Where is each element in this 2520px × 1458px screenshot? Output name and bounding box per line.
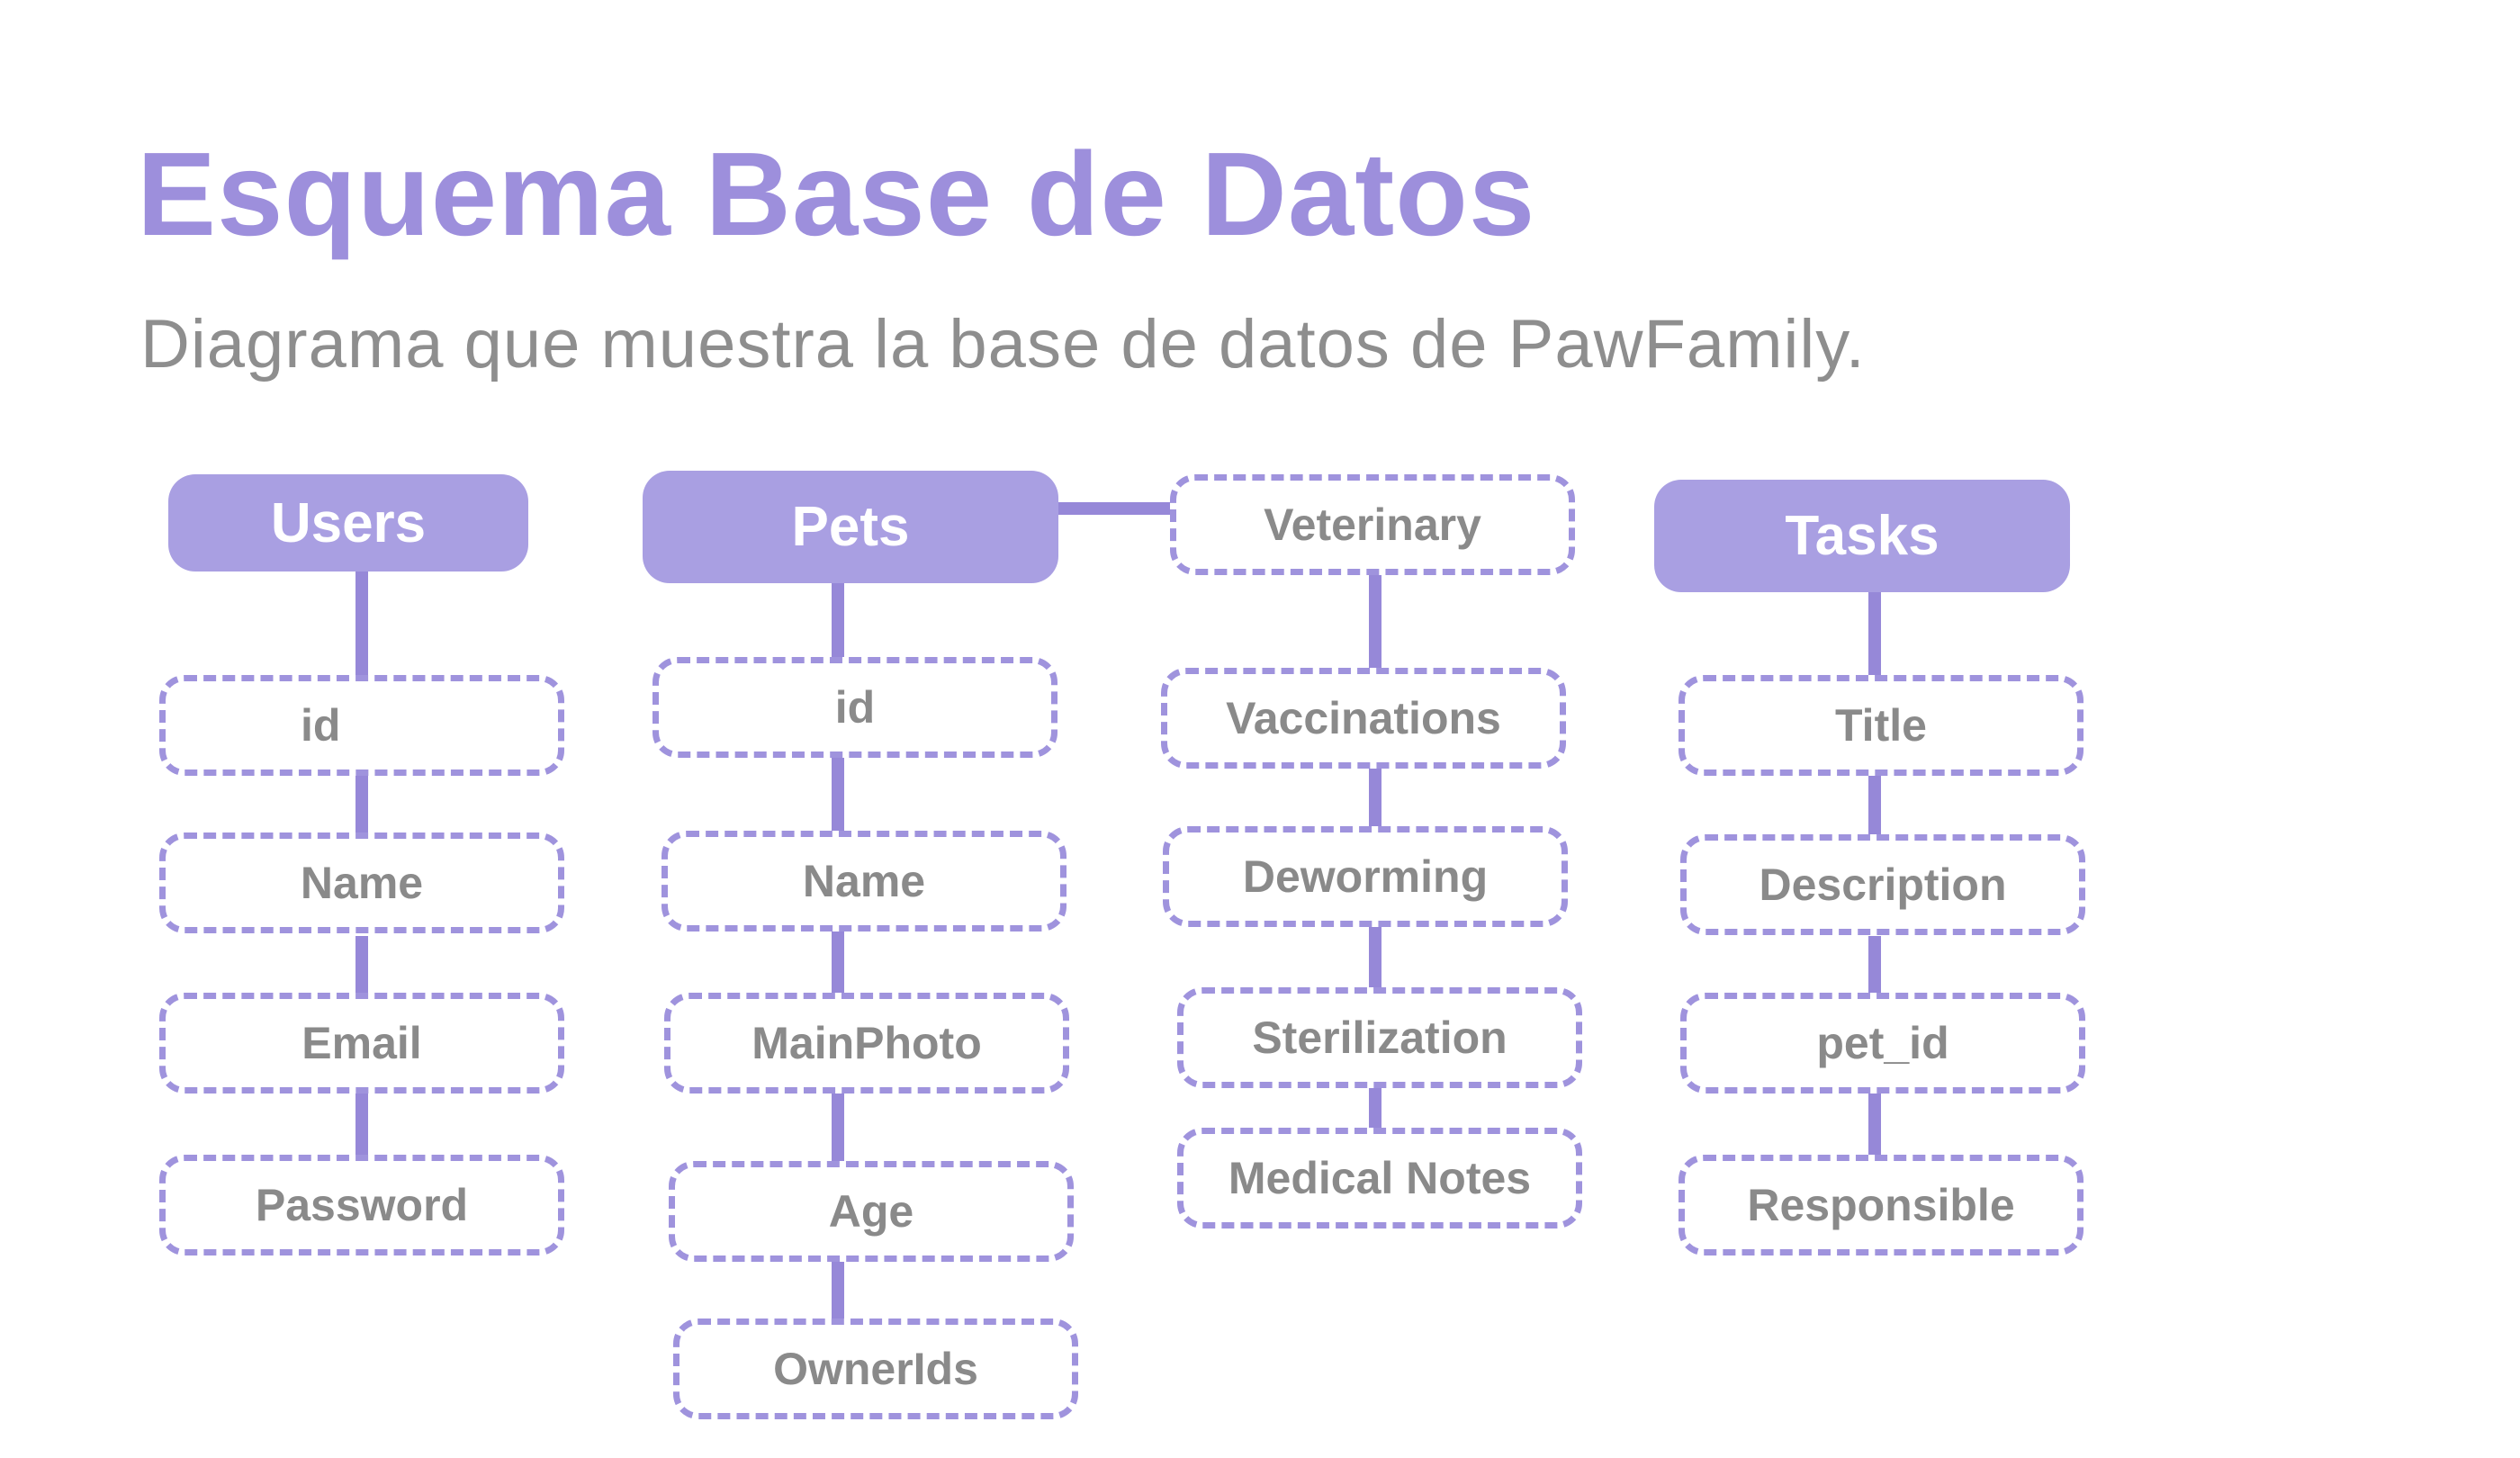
tasks-field-description: Description	[1680, 834, 2085, 935]
users-connector-3	[356, 936, 368, 999]
veterinary-connector-4	[1369, 1084, 1382, 1130]
pets-connector-1	[832, 580, 844, 662]
pets-connector-4	[832, 1094, 844, 1161]
veterinary-field-deworming: Deworming	[1163, 826, 1568, 927]
users-connector-2	[356, 774, 368, 837]
veterinary-connector-2	[1369, 765, 1382, 828]
pets-table-header: Pets	[643, 471, 1058, 583]
users-field-password: Password	[159, 1155, 564, 1256]
tasks-connector-3	[1868, 936, 1881, 999]
pets-veterinary-link	[1058, 502, 1174, 515]
tasks-connector-1	[1868, 590, 1881, 680]
pets-field-ownerids: OwnerIds	[673, 1318, 1078, 1419]
page-subtitle: Diagrama que muestra la base de datos de PawFamily.	[140, 306, 1866, 382]
tasks-field-responsible: Responsible	[1678, 1155, 2084, 1256]
tasks-connector-2	[1868, 774, 1881, 837]
pets-connector-5	[832, 1256, 844, 1318]
pets-field-name: Name	[662, 831, 1066, 932]
tasks-field-pet-id: pet_id	[1680, 993, 2085, 1094]
users-table-header: Users	[168, 474, 528, 572]
veterinary-connector-3	[1369, 922, 1382, 990]
veterinary-connector-1	[1369, 572, 1382, 670]
pets-connector-3	[832, 927, 844, 994]
users-field-id: id	[159, 675, 564, 776]
tasks-table-header: Tasks	[1654, 480, 2070, 592]
users-connector-1	[356, 572, 368, 680]
users-field-email: Email	[159, 993, 564, 1094]
veterinary-field-medical-notes: Medical Notes	[1177, 1128, 1582, 1228]
pets-field-id: id	[652, 657, 1058, 758]
veterinary-field-vaccinations: Vaccinations	[1161, 668, 1566, 769]
page-title: Esquema Base de Datos	[137, 128, 1536, 260]
users-field-name: Name	[159, 832, 564, 933]
veterinary-field-sterilization: Sterilization	[1177, 987, 1582, 1088]
veterinary-table-header: Veterinary	[1170, 474, 1575, 575]
pets-field-age: Age	[669, 1161, 1074, 1262]
pets-field-mainphoto: MainPhoto	[664, 993, 1069, 1094]
tasks-field-title: Title	[1678, 675, 2084, 776]
pets-connector-2	[832, 756, 844, 837]
